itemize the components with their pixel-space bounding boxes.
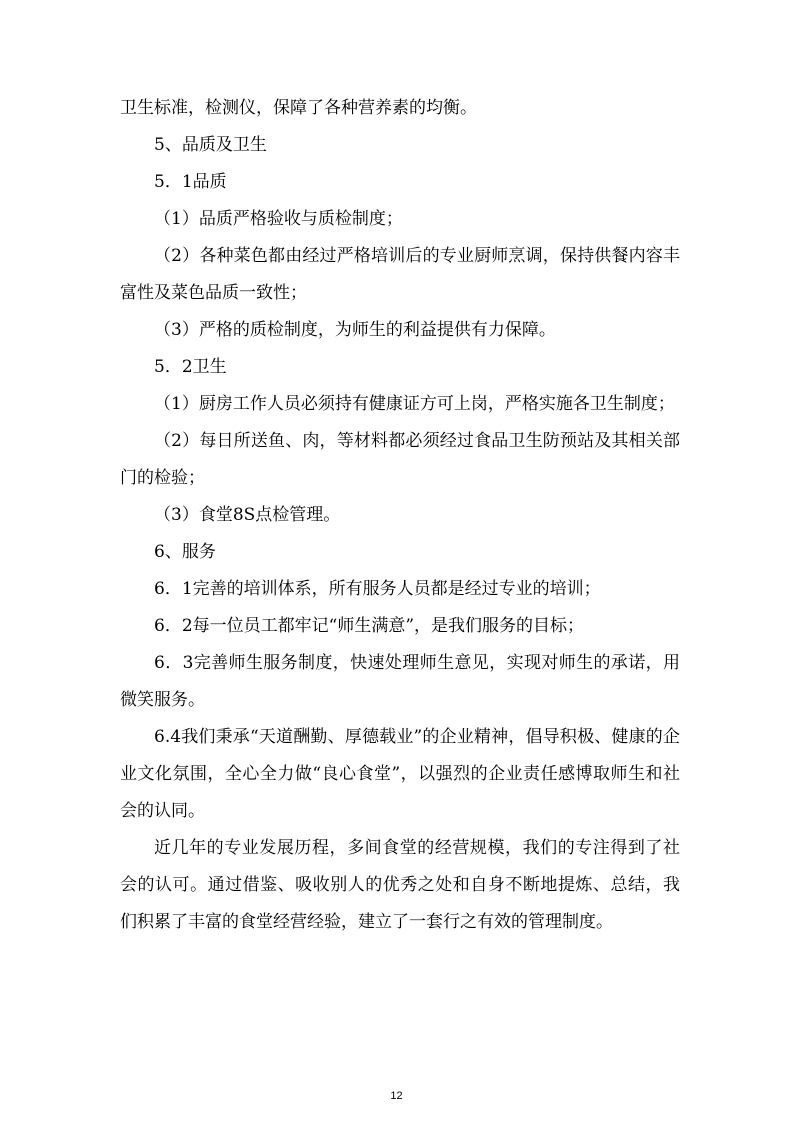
list-item-quality-2: （2）各种菜色都由经过严格培训后的专业厨师烹调，保持供餐内容丰富性及菜色品质一致性； (120, 246, 680, 303)
list-item-hygiene-1: （1）厨房工作人员必须持有健康证方可上岗，严格实施各卫生制度； (154, 394, 675, 414)
list-item-quality-3: （3）严格的质检制度，为师生的利益提供有力保障。 (154, 320, 556, 340)
closing-paragraph: 近几年的专业发展历程，多间食堂的经营规模，我们的专注得到了社会的认可。通过借鉴、吸收别人的优秀之处和自身不断地提炼、总结，我们积累了丰富的食堂经营经验，建立了一套行之有效的管理制度。 (120, 838, 680, 932)
section-heading-service: 6、服务 (154, 542, 216, 562)
document-body (120, 90, 680, 941)
list-item-quality-1: （1）品质严格验收与质检制度； (154, 209, 403, 229)
service-item-3: 6．3完善师生服务制度，快速处理师生意见，实现对师生的承诺，用微笑服务。 (120, 653, 680, 710)
list-item-hygiene-3: （3）食堂8S点检管理。 (154, 505, 341, 525)
list-item-hygiene-2: （2）每日所送鱼、肉，等材料都必须经过食品卫生防预站及其相关部门的检验； (120, 431, 680, 488)
service-item-4: 6.4我们秉承“天道酬勤、厚德载业”的企业精神，倡导积极、健康的企业文化氛围，全心全力做“良心食堂”，以强烈的企业责任感博取师生和社会的认同。 (120, 727, 680, 821)
subsection-heading-hygiene: 5．2卫生 (154, 357, 227, 377)
section-heading-quality-hygiene: 5、品质及卫生 (154, 135, 267, 155)
service-item-2: 6．2每一位员工都牢记“师生满意”，是我们服务的目标； (154, 616, 585, 636)
service-item-1: 6．1完善的培训体系，所有服务人员都是经过专业的培训； (154, 579, 601, 599)
paragraph-continuation: 卫生标准，检测仪，保障了各种营养素的均衡。 (120, 98, 477, 118)
subsection-heading-quality: 5．1品质 (154, 172, 227, 192)
page-number: 12 (390, 1090, 403, 1102)
